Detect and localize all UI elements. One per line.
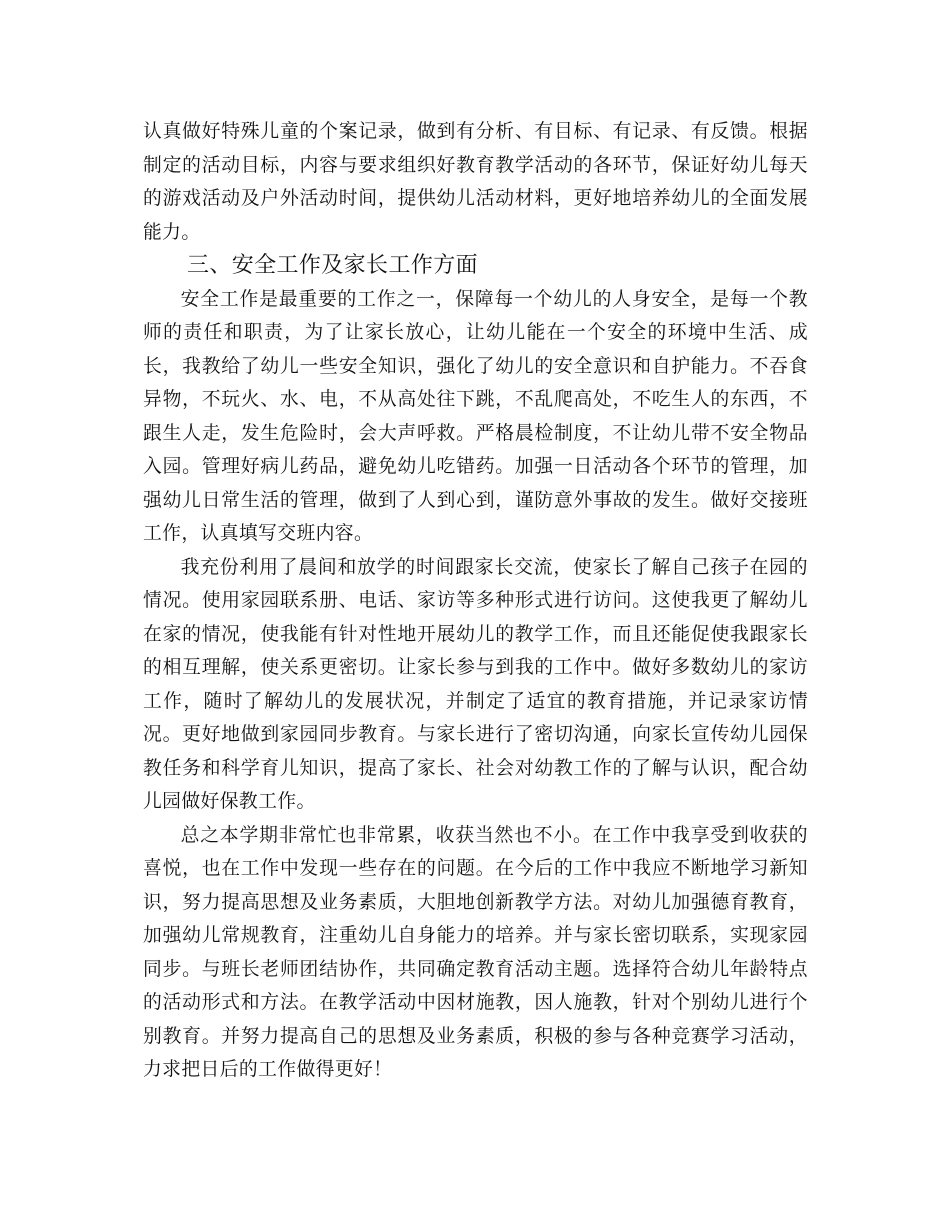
paragraph-summary: 总之本学期非常忙也非常累，收获当然也不小。在工作中我享受到收获的喜悦，也在工作中发现一些存在的问题。在今后的工作中我应不断地学习新知识，努力提高思想及业务素质，大胆地创新教学方法。对幼儿加强德育教育，加强幼儿常规教育，注重幼儿自身能力的培养。并与家长密切联系，实现家园同步。与班长老师团结协作，共同确定教育活动主题。选择符合幼儿年龄特点的活动形式和方法。在教学活动中因材施教，因人施教，针对个别幼儿进行个别教育。并努力提高自己的思想及业务素质，积极的参与各种竞赛学习活动，力求把日后的工作做得更好！ bbox=[143, 824, 808, 1080]
paragraph-safety-work: 安全工作是最重要的工作之一，保障每一个幼儿的人身安全，是每一个教师的责任和职责，为了让家长放心，让幼儿能在一个安全的环境中生活、成长，我教给了幼儿一些安全知识，强化了幼儿的安全意识和自护能力。不吞食异物，不玩火、水、电，不从高处往下跳，不乱爬高处，不吃生人的东西，不跟生人走，发生危险时，会大声呼救。严格晨检制度，不让幼儿带不安全物品入园。管理好病儿药品，避免幼儿吃错药。加强一日活动各个环节的管理，加强幼儿日常生活的管理，做到了人到心到，谨防意外事故的发生。做好交接班工作，认真填写交班内容。 bbox=[143, 288, 808, 544]
section-heading-safety-parents: 三、安全工作及家长工作方面 bbox=[186, 253, 478, 278]
paragraph-continuation: 认真做好特殊儿童的个案记录，做到有分析、有目标、有记录、有反馈。根据制定的活动目标，内容与要求组织好教育教学活动的各环节，保证好幼儿每天的游戏活动及户外活动时间，提供幼儿活动材料，更好地培养幼儿的全面发展能力。 bbox=[143, 121, 808, 243]
paragraph-parent-communication: 我充份利用了晨间和放学的时间跟家长交流，使家长了解自己孩子在园的情况。使用家园联系册、电话、家访等多种形式进行访问。这使我更了解幼儿在家的情况，使我能有针对性地开展幼儿的教学工作，而且还能促使我跟家长的相互理解，使关系更密切。让家长参与到我的工作中。做好多数幼儿的家访工作，随时了解幼儿的发展状况，并制定了适宜的教育措施，并记录家访情况。更好地做到家园同步教育。与家长进行了密切沟通，向家长宣传幼儿园保教任务和科学育儿知识，提高了家长、社会对幼教工作的了解与认识，配合幼儿园做好保教工作。 bbox=[143, 556, 808, 812]
document-body bbox=[143, 115, 808, 1087]
